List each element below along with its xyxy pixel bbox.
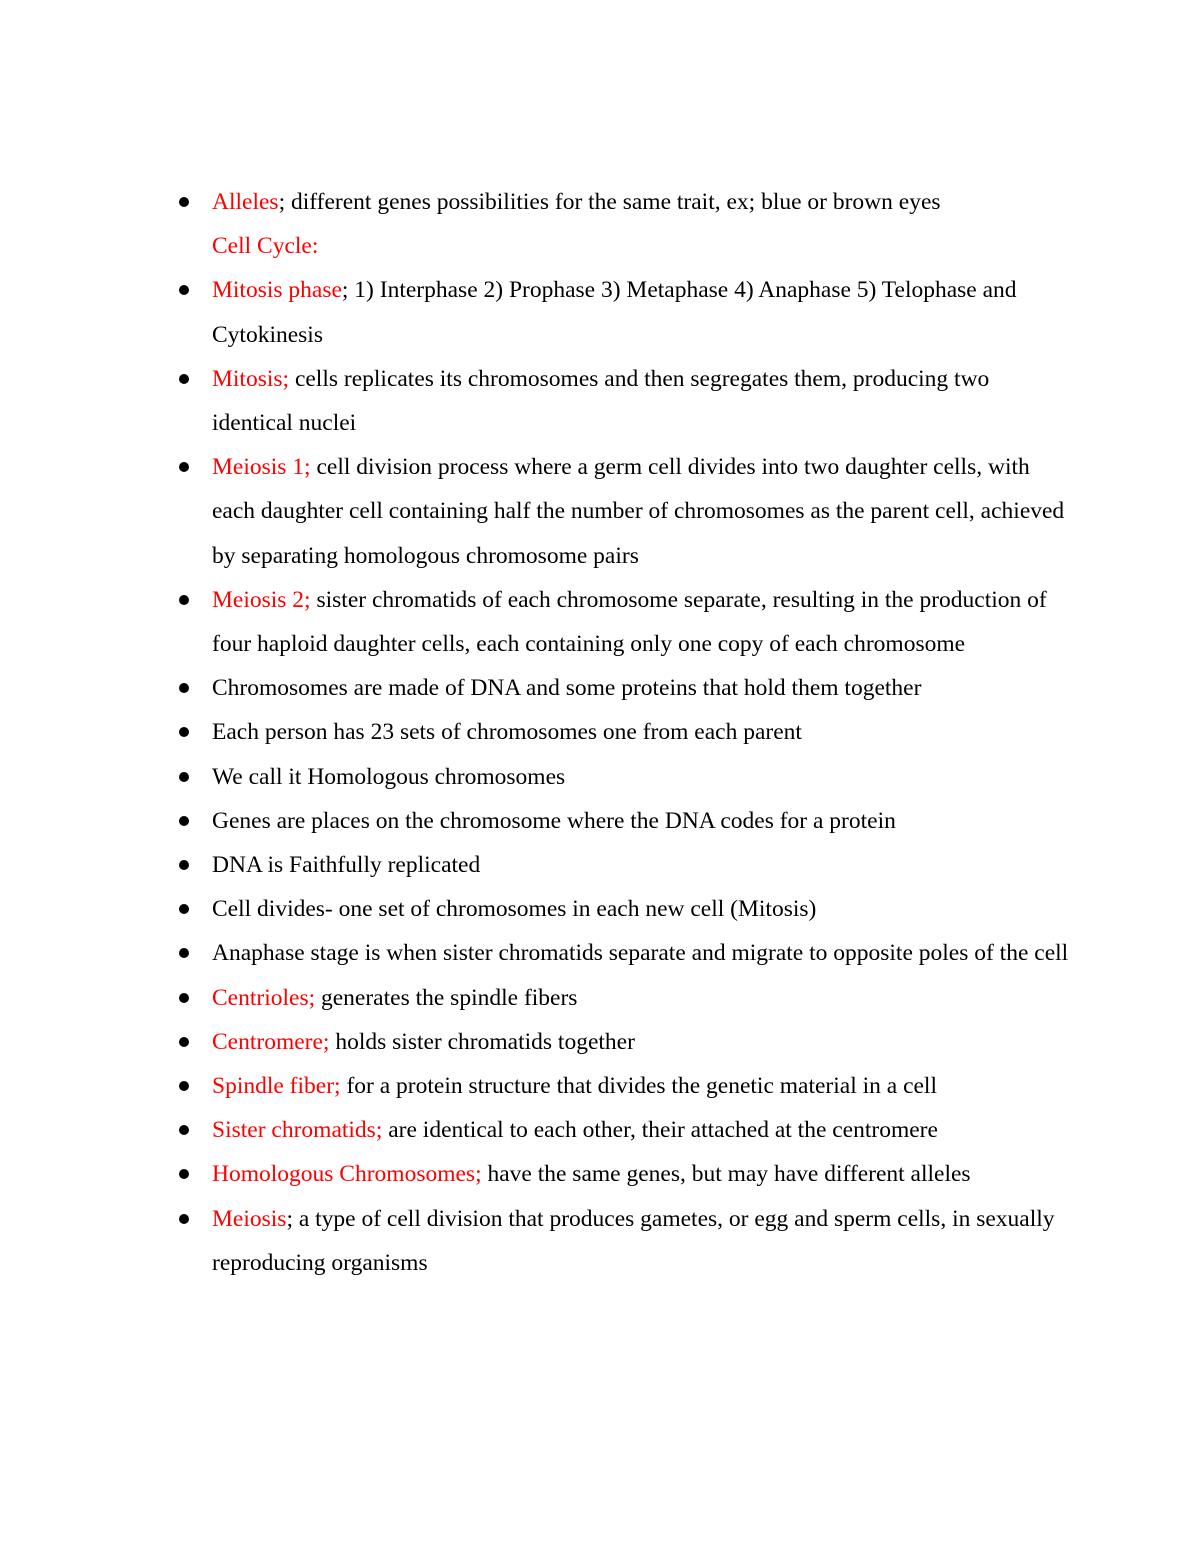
item-text: Chromosomes are made of DNA and some proteins that hold them together xyxy=(212,675,922,702)
bullet-item xyxy=(212,976,1072,1020)
term-label: Meiosis xyxy=(212,1205,287,1232)
item-text: Cell divides- one set of chromosomes in each new cell (Mitosis) xyxy=(212,896,817,923)
bullet-item xyxy=(212,445,1072,578)
bullet-item xyxy=(212,1197,1072,1285)
item-text: Genes are places on the chromosome where the DNA codes for a protein xyxy=(212,807,896,834)
term-label: Sister chromatids; xyxy=(212,1117,383,1144)
item-text: for a protein structure that divides the genetic material in a cell xyxy=(340,1073,937,1100)
item-text: Anaphase stage is when sister chromatids separate and migrate to opposite poles of the cell xyxy=(212,940,1069,967)
bullet-item xyxy=(212,578,1072,666)
item-text: sister chromatids of each chromosome separate, resulting in the production of four haploid daughter cells, each containing only one copy of each chromosome xyxy=(212,586,1047,658)
bullet-item xyxy=(212,1020,1072,1064)
bullet-item xyxy=(212,931,1072,975)
item-text: have the same genes, but may have different alleles xyxy=(481,1161,971,1188)
item-text: cells replicates its chromosomes and then segregates them, producing two identical nuclei xyxy=(212,365,990,437)
heading-item xyxy=(212,224,1072,268)
item-text: cell division process where a germ cell divides into two daughter cells, with each daughter cell containing half the number of chromosomes as the parent cell, achieved by separating homologous chromosome pairs xyxy=(212,454,1065,569)
bullet-item xyxy=(212,843,1072,887)
bullet-item xyxy=(212,755,1072,799)
item-text: holds sister chromatids together xyxy=(329,1028,635,1055)
term-label: Meiosis 2; xyxy=(212,586,311,613)
bullet-item xyxy=(212,1152,1072,1196)
term-label: Alleles xyxy=(212,189,279,215)
bullet-item xyxy=(212,799,1072,843)
item-text: DNA is Faithfully replicated xyxy=(212,852,481,879)
item-text: Each person has 23 sets of chromosomes one from each parent xyxy=(212,719,802,746)
item-text: We call it Homologous chromosomes xyxy=(212,763,566,790)
term-label: Mitosis; xyxy=(212,365,290,392)
bullet-item xyxy=(212,180,1072,224)
bullet-item xyxy=(212,887,1072,931)
term-label: Centrioles; xyxy=(212,984,316,1011)
term-label: Homologous Chromosomes; xyxy=(212,1161,482,1188)
term-label: Meiosis 1; xyxy=(212,454,311,481)
term-label: Spindle fiber; xyxy=(212,1073,341,1100)
bullet-item xyxy=(212,666,1072,710)
bullet-item xyxy=(212,710,1072,754)
item-text: generates the spindle fibers xyxy=(315,984,578,1011)
term-label: Cell Cycle: xyxy=(212,233,319,260)
item-text: ; 1) Interphase 2) Prophase 3) Metaphase 4) Anaphase 5) Telophase and Cytokinesis xyxy=(212,277,1017,348)
bullet-item xyxy=(212,1064,1072,1108)
item-text: are identical to each other, their attached at the centromere xyxy=(382,1117,938,1144)
bullet-item xyxy=(212,268,1072,356)
term-label: Mitosis phase xyxy=(212,277,342,304)
item-text: ; different genes possibilities for the same trait, ex; blue or brown eyes xyxy=(278,189,941,215)
item-text: ; a type of cell division that produces gametes, or egg and sperm cells, in sexually reproducing organisms xyxy=(212,1205,1055,1276)
term-label: Centromere; xyxy=(212,1028,330,1055)
bullet-item xyxy=(212,1108,1072,1152)
bullet-item xyxy=(212,357,1072,445)
notes-list xyxy=(212,180,1072,1285)
